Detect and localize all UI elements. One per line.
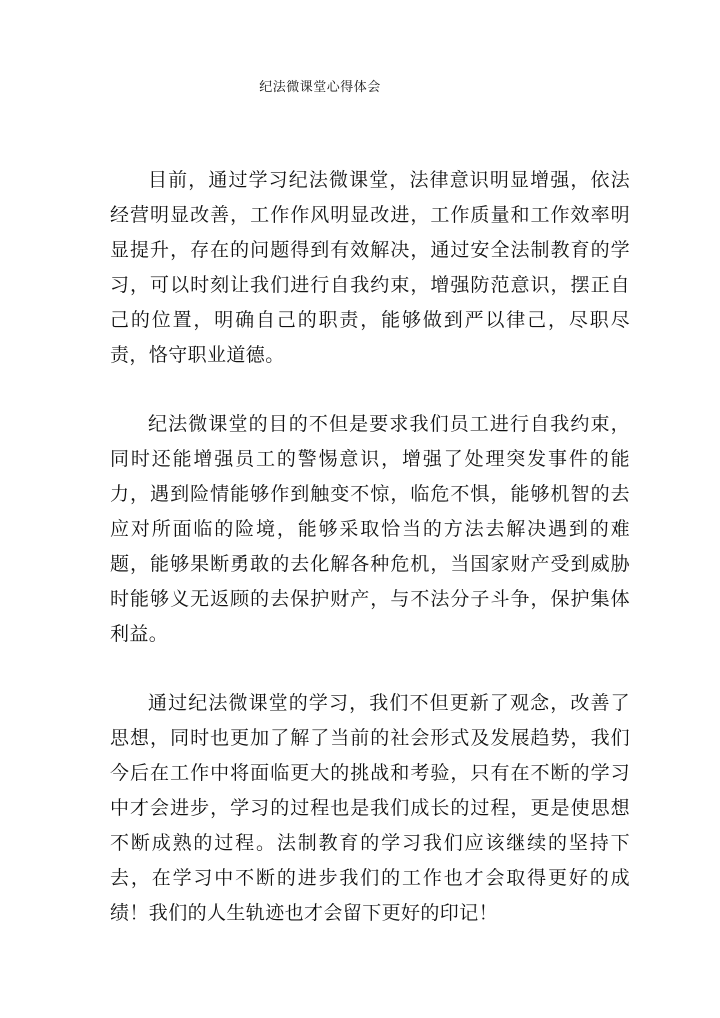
paragraph-2: 纪法微课堂的目的不但是要求我们员工进行自我约束，同时还能增强员工的警惕意识，增强了处理突发事件的能力，遇到险情能够作到触变不惊，临危不惧，能够机智的去应对所面临的险境，能够采取恰当的方法去解决遇到的难题，能够果断勇敢的去化解各种危机，当国家财产受到威胁时能够义无返顾的去保护财产，与不法分子斗争，保护集体利益。 (110, 413, 630, 645)
paragraph-1: 目前，通过学习纪法微课堂，法律意识明显增强，依法经营明显改善，工作作风明显改进，工作质量和工作效率明显提升，存在的问题得到有效解决，通过安全法制教育的学习，可以时刻让我们进行自我约束，增强防范意识，摆正自己的位置，明确自己的职责，能够做到严以律己，尽职尽责，恪守职业道德。 (110, 169, 630, 366)
paragraph-3: 通过纪法微课堂的学习，我们不但更新了观念，改善了思想，同时也更加了解了当前的社会形式及发展趋势，我们今后在工作中将面临更大的挑战和考验，只有在不断的学习中才会进步，学习的过程也是我们成长的过程，更是使思想不断成熟的过程。法制教育的学习我们应该继续的坚持下去，在学习中不断的进步我们的工作也才会取得更好的成绩！我们的人生轨迹也才会留下更好的印记！ (110, 692, 630, 924)
document-body (110, 163, 630, 965)
document-title: 纪法微课堂心得体会 (259, 80, 381, 95)
